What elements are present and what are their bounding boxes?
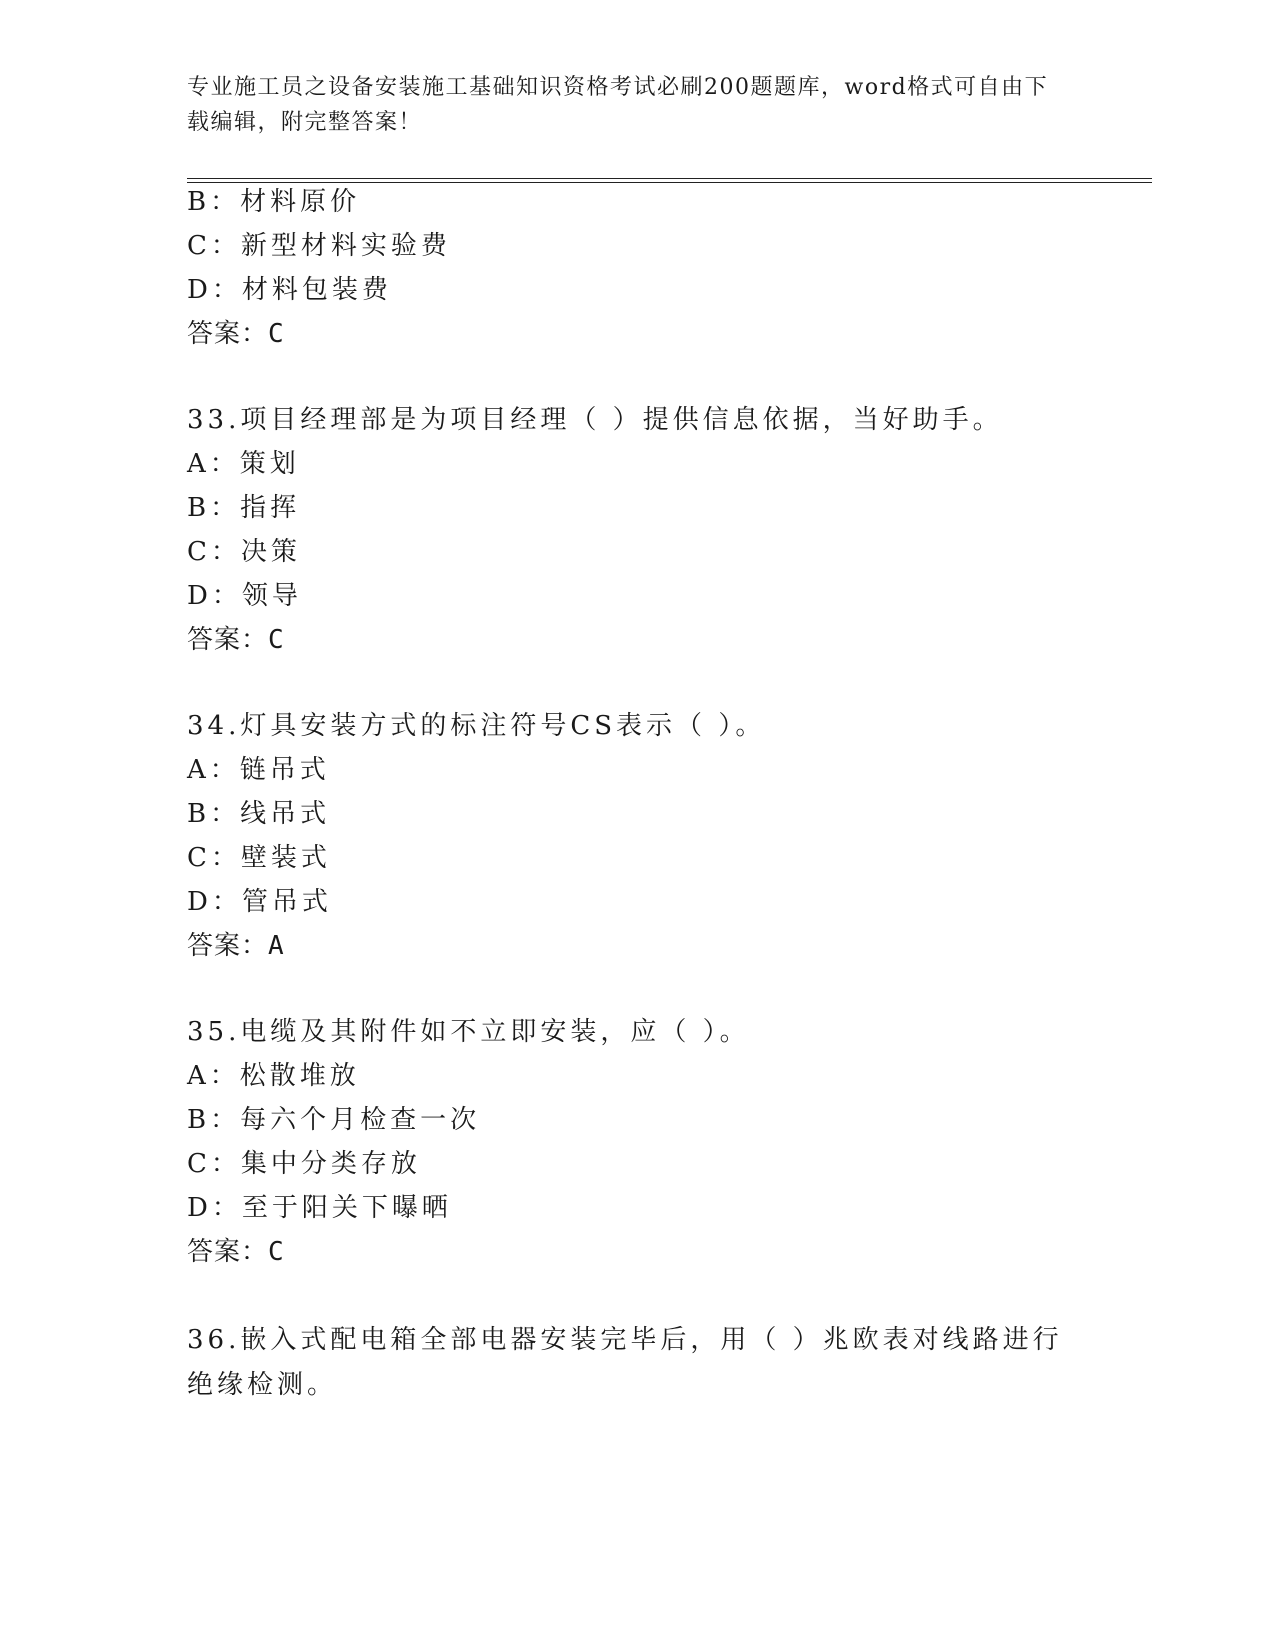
q35-answer-value: C — [268, 1237, 285, 1267]
q33-answer-label: 答案： — [187, 625, 269, 655]
q34-answer — [187, 930, 285, 962]
q33-option-b: B：指挥 — [187, 493, 301, 523]
q32-answer — [187, 318, 285, 350]
document-header: 专业施工员之设备安装施工基础知识资格考试必刷200题题库，word格式可自由下载编辑，附完整答案！ — [187, 75, 1049, 135]
q32-option-b: B：材料原价 — [187, 187, 361, 217]
q34-option-d: D：管吊式 — [187, 887, 332, 917]
q32-option-d: D：材料包装费 — [187, 275, 392, 305]
q33-question: 33.项目经理部是为项目经理（ ）提供信息依据，当好助手。 — [187, 405, 1003, 435]
q35-answer-label: 答案： — [187, 1237, 269, 1267]
q34-option-a: A：链吊式 — [187, 755, 330, 785]
q34-answer-label: 答案： — [187, 931, 269, 961]
q35-option-c: C：集中分类存放 — [187, 1149, 421, 1179]
q32-option-c: C：新型材料实验费 — [187, 231, 451, 261]
q32-answer-label: 答案： — [187, 319, 269, 349]
q34-option-b: B：线吊式 — [187, 799, 331, 829]
q33-option-c: C：决策 — [187, 537, 301, 567]
q35-option-a: A：松散堆放 — [187, 1061, 360, 1091]
q33-option-d: D：领导 — [187, 581, 302, 611]
q34-question: 34.灯具安装方式的标注符号CS表示（ ）。 — [187, 711, 766, 741]
q35-option-d: D：至于阳关下曝晒 — [187, 1193, 452, 1223]
q35-question: 35.电缆及其附件如不立即安装，应（ ）。 — [187, 1017, 750, 1047]
q33-answer — [187, 624, 285, 656]
header-divider — [187, 178, 1152, 183]
q35-option-b: B：每六个月检查一次 — [187, 1105, 481, 1135]
q36-question: 36.嵌入式配电箱全部电器安装完毕后，用（ ）兆欧表对线路进行绝缘检测。 — [187, 1325, 1063, 1400]
q33-answer-value: C — [268, 625, 285, 655]
q35-answer — [187, 1236, 285, 1268]
q33-option-a: A：策划 — [187, 449, 300, 479]
q32-answer-value: C — [268, 319, 285, 349]
q34-option-c: C：壁装式 — [187, 843, 331, 873]
q34-answer-value: A — [268, 931, 285, 961]
